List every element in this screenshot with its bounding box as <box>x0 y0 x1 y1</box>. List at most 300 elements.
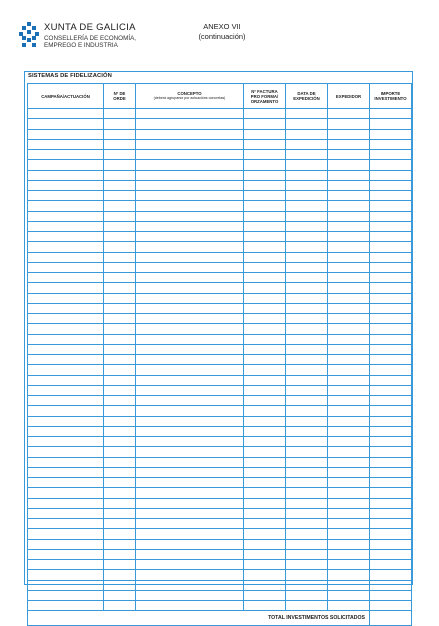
table-cell[interactable] <box>286 242 328 252</box>
table-cell[interactable] <box>370 580 412 590</box>
table-cell[interactable] <box>328 344 370 354</box>
table-cell[interactable] <box>136 385 244 395</box>
table-cell[interactable] <box>370 283 412 293</box>
table-cell[interactable] <box>286 303 328 313</box>
table-cell[interactable] <box>244 129 286 139</box>
table-cell[interactable] <box>136 211 244 221</box>
table-cell[interactable] <box>328 262 370 272</box>
table-cell[interactable] <box>370 170 412 180</box>
table-cell[interactable] <box>136 406 244 416</box>
table-cell[interactable] <box>28 406 104 416</box>
total-amount-cell[interactable] <box>370 611 412 626</box>
table-cell[interactable] <box>244 119 286 129</box>
table-cell[interactable] <box>244 344 286 354</box>
table-cell[interactable] <box>328 139 370 149</box>
table-cell[interactable] <box>28 437 104 447</box>
table-cell[interactable] <box>328 129 370 139</box>
table-cell[interactable] <box>370 191 412 201</box>
table-cell[interactable] <box>104 324 136 334</box>
table-cell[interactable] <box>28 508 104 518</box>
table-cell[interactable] <box>136 293 244 303</box>
table-cell[interactable] <box>370 324 412 334</box>
table-cell[interactable] <box>370 129 412 139</box>
table-cell[interactable] <box>286 498 328 508</box>
table-cell[interactable] <box>286 160 328 170</box>
table-cell[interactable] <box>328 180 370 190</box>
table-cell[interactable] <box>28 283 104 293</box>
table-cell[interactable] <box>370 119 412 129</box>
table-cell[interactable] <box>104 590 136 600</box>
table-cell[interactable] <box>244 447 286 457</box>
table-cell[interactable] <box>244 488 286 498</box>
table-cell[interactable] <box>28 365 104 375</box>
table-cell[interactable] <box>28 262 104 272</box>
table-cell[interactable] <box>328 232 370 242</box>
table-cell[interactable] <box>244 160 286 170</box>
table-cell[interactable] <box>244 396 286 406</box>
table-cell[interactable] <box>286 324 328 334</box>
table-cell[interactable] <box>370 396 412 406</box>
table-cell[interactable] <box>328 375 370 385</box>
table-cell[interactable] <box>370 529 412 539</box>
table-cell[interactable] <box>286 139 328 149</box>
table-cell[interactable] <box>244 508 286 518</box>
table-cell[interactable] <box>136 273 244 283</box>
table-cell[interactable] <box>136 201 244 211</box>
table-cell[interactable] <box>286 129 328 139</box>
table-cell[interactable] <box>286 549 328 559</box>
table-cell[interactable] <box>286 119 328 129</box>
table-cell[interactable] <box>286 437 328 447</box>
table-cell[interactable] <box>136 221 244 231</box>
table-cell[interactable] <box>136 539 244 549</box>
table-cell[interactable] <box>328 580 370 590</box>
table-cell[interactable] <box>286 467 328 477</box>
table-cell[interactable] <box>104 201 136 211</box>
table-cell[interactable] <box>286 375 328 385</box>
table-cell[interactable] <box>28 242 104 252</box>
table-cell[interactable] <box>28 560 104 570</box>
table-cell[interactable] <box>370 467 412 477</box>
table-cell[interactable] <box>104 252 136 262</box>
table-cell[interactable] <box>328 529 370 539</box>
table-cell[interactable] <box>28 170 104 180</box>
table-cell[interactable] <box>328 324 370 334</box>
table-cell[interactable] <box>244 457 286 467</box>
table-cell[interactable] <box>28 529 104 539</box>
table-cell[interactable] <box>370 303 412 313</box>
table-cell[interactable] <box>104 447 136 457</box>
table-cell[interactable] <box>286 355 328 365</box>
table-cell[interactable] <box>328 160 370 170</box>
table-cell[interactable] <box>104 601 136 611</box>
table-cell[interactable] <box>136 232 244 242</box>
table-cell[interactable] <box>28 498 104 508</box>
table-cell[interactable] <box>244 314 286 324</box>
table-cell[interactable] <box>244 478 286 488</box>
table-cell[interactable] <box>136 283 244 293</box>
table-cell[interactable] <box>328 467 370 477</box>
table-cell[interactable] <box>286 262 328 272</box>
table-cell[interactable] <box>286 191 328 201</box>
table-cell[interactable] <box>104 221 136 231</box>
table-cell[interactable] <box>104 170 136 180</box>
table-cell[interactable] <box>28 385 104 395</box>
table-cell[interactable] <box>286 109 328 119</box>
table-cell[interactable] <box>370 355 412 365</box>
table-cell[interactable] <box>136 109 244 119</box>
table-cell[interactable] <box>136 334 244 344</box>
table-cell[interactable] <box>328 293 370 303</box>
table-cell[interactable] <box>136 139 244 149</box>
table-cell[interactable] <box>328 406 370 416</box>
table-cell[interactable] <box>104 262 136 272</box>
table-cell[interactable] <box>28 324 104 334</box>
table-cell[interactable] <box>328 560 370 570</box>
table-cell[interactable] <box>28 488 104 498</box>
table-cell[interactable] <box>328 283 370 293</box>
table-cell[interactable] <box>244 150 286 160</box>
table-cell[interactable] <box>328 519 370 529</box>
table-cell[interactable] <box>328 211 370 221</box>
table-cell[interactable] <box>286 488 328 498</box>
table-cell[interactable] <box>136 375 244 385</box>
table-cell[interactable] <box>328 355 370 365</box>
table-cell[interactable] <box>370 447 412 457</box>
table-cell[interactable] <box>28 314 104 324</box>
table-cell[interactable] <box>244 252 286 262</box>
table-cell[interactable] <box>286 590 328 600</box>
table-cell[interactable] <box>328 385 370 395</box>
table-cell[interactable] <box>104 570 136 580</box>
table-cell[interactable] <box>244 355 286 365</box>
table-cell[interactable] <box>286 314 328 324</box>
table-cell[interactable] <box>286 201 328 211</box>
table-cell[interactable] <box>244 273 286 283</box>
table-cell[interactable] <box>370 539 412 549</box>
table-cell[interactable] <box>104 139 136 149</box>
table-cell[interactable] <box>370 221 412 231</box>
table-cell[interactable] <box>136 396 244 406</box>
table-cell[interactable] <box>28 416 104 426</box>
table-cell[interactable] <box>104 457 136 467</box>
table-cell[interactable] <box>328 252 370 262</box>
table-cell[interactable] <box>370 160 412 170</box>
table-cell[interactable] <box>136 498 244 508</box>
table-cell[interactable] <box>328 201 370 211</box>
table-cell[interactable] <box>104 180 136 190</box>
table-cell[interactable] <box>104 529 136 539</box>
table-cell[interactable] <box>28 129 104 139</box>
table-cell[interactable] <box>328 119 370 129</box>
table-cell[interactable] <box>244 580 286 590</box>
table-cell[interactable] <box>136 355 244 365</box>
table-cell[interactable] <box>286 508 328 518</box>
table-cell[interactable] <box>244 437 286 447</box>
table-cell[interactable] <box>28 334 104 344</box>
table-cell[interactable] <box>136 549 244 559</box>
table-cell[interactable] <box>286 293 328 303</box>
table-cell[interactable] <box>136 160 244 170</box>
table-cell[interactable] <box>104 406 136 416</box>
table-cell[interactable] <box>244 519 286 529</box>
table-cell[interactable] <box>104 539 136 549</box>
table-cell[interactable] <box>370 590 412 600</box>
table-cell[interactable] <box>28 160 104 170</box>
table-cell[interactable] <box>328 508 370 518</box>
table-cell[interactable] <box>370 570 412 580</box>
table-cell[interactable] <box>28 570 104 580</box>
table-cell[interactable] <box>244 324 286 334</box>
table-cell[interactable] <box>328 314 370 324</box>
table-cell[interactable] <box>136 467 244 477</box>
table-cell[interactable] <box>328 109 370 119</box>
table-cell[interactable] <box>286 447 328 457</box>
table-cell[interactable] <box>136 344 244 354</box>
table-cell[interactable] <box>104 426 136 436</box>
table-cell[interactable] <box>286 385 328 395</box>
table-cell[interactable] <box>328 447 370 457</box>
table-cell[interactable] <box>244 416 286 426</box>
table-cell[interactable] <box>28 549 104 559</box>
table-cell[interactable] <box>286 570 328 580</box>
table-cell[interactable] <box>244 293 286 303</box>
table-cell[interactable] <box>28 457 104 467</box>
table-cell[interactable] <box>370 139 412 149</box>
table-cell[interactable] <box>104 478 136 488</box>
table-cell[interactable] <box>136 560 244 570</box>
table-cell[interactable] <box>370 519 412 529</box>
table-cell[interactable] <box>244 170 286 180</box>
table-cell[interactable] <box>136 447 244 457</box>
table-cell[interactable] <box>286 273 328 283</box>
table-cell[interactable] <box>136 303 244 313</box>
table-cell[interactable] <box>244 242 286 252</box>
table-cell[interactable] <box>328 273 370 283</box>
table-cell[interactable] <box>370 406 412 416</box>
table-cell[interactable] <box>104 437 136 447</box>
table-cell[interactable] <box>286 365 328 375</box>
table-cell[interactable] <box>370 334 412 344</box>
table-cell[interactable] <box>370 273 412 283</box>
table-cell[interactable] <box>370 375 412 385</box>
table-cell[interactable] <box>244 467 286 477</box>
table-cell[interactable] <box>136 457 244 467</box>
table-cell[interactable] <box>370 478 412 488</box>
table-cell[interactable] <box>286 478 328 488</box>
table-cell[interactable] <box>136 426 244 436</box>
table-cell[interactable] <box>28 396 104 406</box>
table-cell[interactable] <box>244 262 286 272</box>
table-cell[interactable] <box>328 570 370 580</box>
table-cell[interactable] <box>136 324 244 334</box>
table-cell[interactable] <box>244 539 286 549</box>
table-cell[interactable] <box>28 426 104 436</box>
table-cell[interactable] <box>370 252 412 262</box>
table-cell[interactable] <box>28 191 104 201</box>
table-cell[interactable] <box>104 119 136 129</box>
table-cell[interactable] <box>244 406 286 416</box>
table-cell[interactable] <box>104 109 136 119</box>
table-cell[interactable] <box>104 211 136 221</box>
table-cell[interactable] <box>136 570 244 580</box>
table-cell[interactable] <box>136 129 244 139</box>
table-cell[interactable] <box>244 426 286 436</box>
table-cell[interactable] <box>328 150 370 160</box>
table-cell[interactable] <box>28 119 104 129</box>
table-cell[interactable] <box>328 416 370 426</box>
table-cell[interactable] <box>244 560 286 570</box>
table-cell[interactable] <box>104 242 136 252</box>
table-cell[interactable] <box>244 232 286 242</box>
table-cell[interactable] <box>370 601 412 611</box>
table-cell[interactable] <box>28 344 104 354</box>
table-cell[interactable] <box>328 590 370 600</box>
table-cell[interactable] <box>104 293 136 303</box>
table-cell[interactable] <box>370 488 412 498</box>
table-cell[interactable] <box>104 498 136 508</box>
table-cell[interactable] <box>28 519 104 529</box>
table-cell[interactable] <box>370 293 412 303</box>
table-cell[interactable] <box>286 580 328 590</box>
table-cell[interactable] <box>104 355 136 365</box>
table-cell[interactable] <box>370 150 412 160</box>
table-cell[interactable] <box>136 416 244 426</box>
table-cell[interactable] <box>286 426 328 436</box>
table-cell[interactable] <box>286 170 328 180</box>
table-cell[interactable] <box>104 160 136 170</box>
table-cell[interactable] <box>28 211 104 221</box>
table-cell[interactable] <box>370 385 412 395</box>
table-cell[interactable] <box>370 211 412 221</box>
table-cell[interactable] <box>286 539 328 549</box>
table-cell[interactable] <box>28 447 104 457</box>
table-cell[interactable] <box>370 549 412 559</box>
table-cell[interactable] <box>370 416 412 426</box>
table-cell[interactable] <box>244 590 286 600</box>
table-cell[interactable] <box>286 232 328 242</box>
table-cell[interactable] <box>244 201 286 211</box>
table-cell[interactable] <box>244 303 286 313</box>
table-cell[interactable] <box>136 262 244 272</box>
table-cell[interactable] <box>28 590 104 600</box>
table-cell[interactable] <box>104 396 136 406</box>
table-cell[interactable] <box>328 242 370 252</box>
table-cell[interactable] <box>328 303 370 313</box>
table-cell[interactable] <box>104 488 136 498</box>
table-cell[interactable] <box>104 549 136 559</box>
table-cell[interactable] <box>370 262 412 272</box>
table-cell[interactable] <box>370 498 412 508</box>
table-cell[interactable] <box>104 508 136 518</box>
table-cell[interactable] <box>328 221 370 231</box>
table-cell[interactable] <box>28 375 104 385</box>
table-cell[interactable] <box>370 365 412 375</box>
table-cell[interactable] <box>328 365 370 375</box>
table-cell[interactable] <box>104 519 136 529</box>
table-cell[interactable] <box>136 180 244 190</box>
table-cell[interactable] <box>136 437 244 447</box>
table-cell[interactable] <box>28 273 104 283</box>
table-cell[interactable] <box>244 334 286 344</box>
table-cell[interactable] <box>328 488 370 498</box>
table-cell[interactable] <box>286 211 328 221</box>
table-cell[interactable] <box>28 139 104 149</box>
table-cell[interactable] <box>244 498 286 508</box>
table-cell[interactable] <box>244 139 286 149</box>
table-cell[interactable] <box>286 601 328 611</box>
table-cell[interactable] <box>136 590 244 600</box>
table-cell[interactable] <box>370 232 412 242</box>
table-cell[interactable] <box>136 488 244 498</box>
table-cell[interactable] <box>286 344 328 354</box>
table-cell[interactable] <box>244 211 286 221</box>
table-cell[interactable] <box>244 601 286 611</box>
table-cell[interactable] <box>286 221 328 231</box>
table-cell[interactable] <box>104 560 136 570</box>
table-cell[interactable] <box>28 232 104 242</box>
table-cell[interactable] <box>286 180 328 190</box>
table-cell[interactable] <box>28 150 104 160</box>
table-cell[interactable] <box>370 180 412 190</box>
table-cell[interactable] <box>28 580 104 590</box>
table-cell[interactable] <box>136 580 244 590</box>
table-cell[interactable] <box>136 119 244 129</box>
table-cell[interactable] <box>28 221 104 231</box>
table-cell[interactable] <box>104 273 136 283</box>
table-cell[interactable] <box>370 314 412 324</box>
table-cell[interactable] <box>244 549 286 559</box>
table-cell[interactable] <box>286 334 328 344</box>
table-cell[interactable] <box>328 498 370 508</box>
table-cell[interactable] <box>104 283 136 293</box>
table-cell[interactable] <box>370 109 412 119</box>
table-cell[interactable] <box>328 478 370 488</box>
table-cell[interactable] <box>328 170 370 180</box>
table-cell[interactable] <box>28 601 104 611</box>
table-cell[interactable] <box>104 191 136 201</box>
table-cell[interactable] <box>136 314 244 324</box>
table-cell[interactable] <box>28 180 104 190</box>
table-cell[interactable] <box>104 232 136 242</box>
table-cell[interactable] <box>244 529 286 539</box>
table-cell[interactable] <box>136 478 244 488</box>
table-cell[interactable] <box>28 539 104 549</box>
table-cell[interactable] <box>370 201 412 211</box>
table-cell[interactable] <box>28 293 104 303</box>
table-cell[interactable] <box>370 560 412 570</box>
table-cell[interactable] <box>136 150 244 160</box>
table-cell[interactable] <box>328 437 370 447</box>
table-cell[interactable] <box>244 221 286 231</box>
table-cell[interactable] <box>136 242 244 252</box>
table-cell[interactable] <box>328 549 370 559</box>
table-cell[interactable] <box>286 396 328 406</box>
table-cell[interactable] <box>28 303 104 313</box>
table-cell[interactable] <box>244 375 286 385</box>
table-cell[interactable] <box>28 467 104 477</box>
table-cell[interactable] <box>104 375 136 385</box>
table-cell[interactable] <box>136 191 244 201</box>
table-cell[interactable] <box>104 467 136 477</box>
table-cell[interactable] <box>286 406 328 416</box>
table-cell[interactable] <box>244 191 286 201</box>
table-cell[interactable] <box>328 191 370 201</box>
table-cell[interactable] <box>28 109 104 119</box>
table-cell[interactable] <box>328 396 370 406</box>
table-cell[interactable] <box>244 385 286 395</box>
table-cell[interactable] <box>28 478 104 488</box>
